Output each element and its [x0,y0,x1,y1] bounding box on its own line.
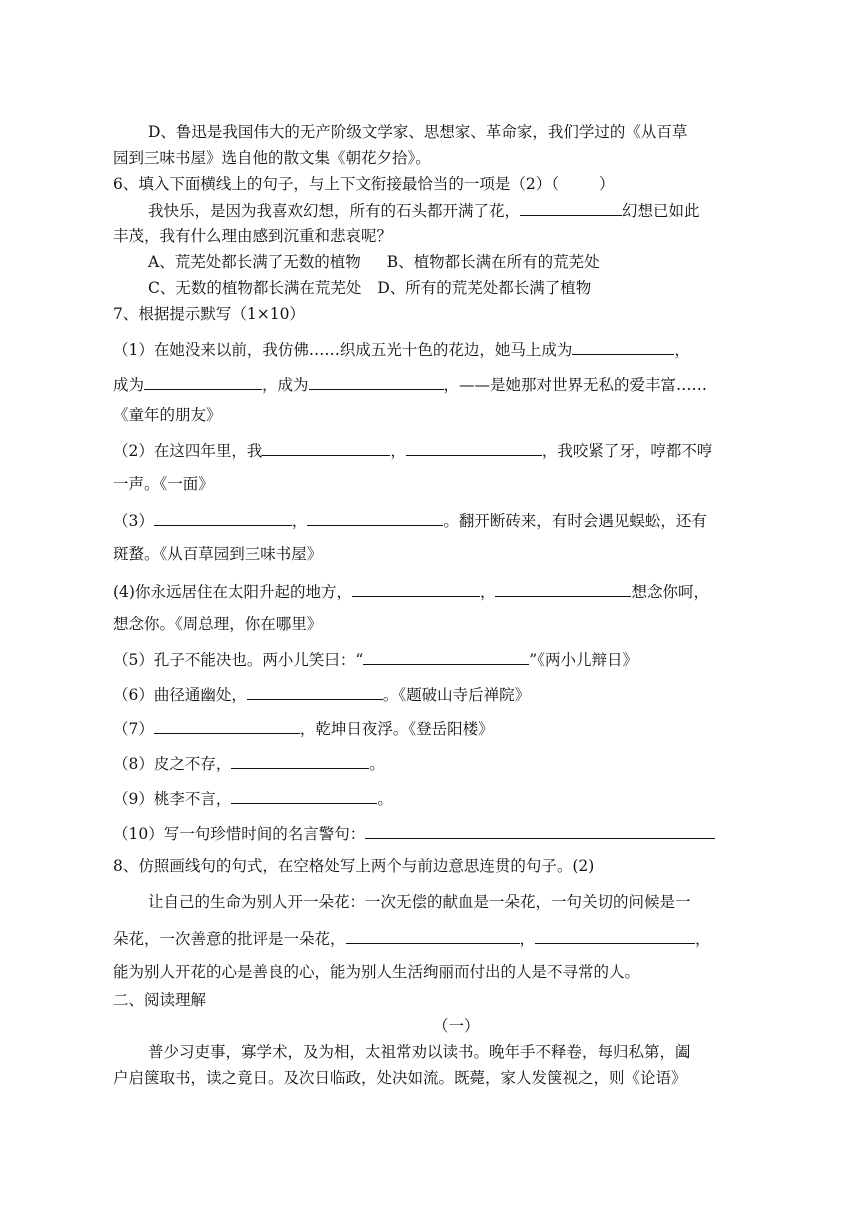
q7-item-2-line2: 一声。《一面》 [113,475,214,493]
q6-option-a: A、荒芜处都长满了无数的植物 [148,253,361,271]
section-2-title: 二、阅读理解 [113,991,207,1009]
q6-passage-line2: 丰茂，我有什么理由感到沉重和悲哀呢？ [113,227,393,245]
answer-blank[interactable] [406,439,542,456]
q7-item-1-line3: 《童年的朋友》 [113,406,222,424]
q7-item-9: （9）桃李不言， 。 [113,787,393,810]
section-2-subtitle: （一） [433,1017,480,1035]
answer-blank[interactable] [309,373,444,390]
q7-item-8: （8）皮之不存， 。 [113,752,385,775]
answer-blank[interactable] [154,717,300,734]
q7-item-1-line2: 成为 ，成为 ，——是她那对世界无私的爱丰富…… [113,373,707,396]
answer-blank[interactable] [307,509,443,526]
q7-item-4-line2: 想念你。《周总理，你在哪里》 [113,615,323,633]
q7-item-10: （10）写一句珍惜时间的名言警句： [113,822,715,845]
answer-blank[interactable] [363,648,529,665]
q6-options-row1 [148,251,600,273]
q6-options-row2 [148,277,591,299]
q6-option-d: D、所有的荒芜处都长满了植物 [377,279,592,297]
q7-item-4-line1: (4)你永远居住在太阳升起的地方， ， 想念你呵， [113,580,709,603]
q8-passage-line3: 能为别人开花的心是善良的心，能为别人生活绚丽而付出的人是不寻常的人。 [113,963,641,981]
q7-item-2-line1: （2）在这四年里，我 ， ，我咬紧了牙，哼都不哼 [113,439,712,462]
q7-item-7: （7） ，乾坤日夜浮。《登岳阳楼》 [113,717,494,740]
q6-title: 6、填入下面横线上的句子，与上下文衔接最恰当的一项是（2）（ ） [113,175,615,193]
answer-blank[interactable] [231,752,369,769]
q8-title: 8、仿照画线句的句式，在空格处写上两个与前边意思连贯的句子。(2) [113,857,595,875]
q8-passage-line2: 朵花，一次善意的批评是一朵花， ， ， [113,927,711,950]
answer-blank[interactable] [572,338,674,355]
q7-item-1-line1: （1）在她没来以前，我仿佛……织成五光十色的花边，她马上成为 ， [113,338,690,361]
answer-blank[interactable] [495,580,631,597]
reading-passage-line1: 普少习吏事，寡学术，及为相，太祖常劝以读书。晚年手不释卷，每归私第，阖 [148,1043,691,1061]
q7-item-6: （6）曲径通幽处， 。《题破山寺后禅院》 [113,683,530,706]
q5-option-d-line2: 园到三味书屋》选自他的散文集《朝花夕拾》。 [113,149,431,167]
q7-item-3-line1: （3） ， 。翻开断砖来，有时会遇见蜈蚣，还有 [113,509,707,532]
reading-passage-line2: 户启箧取书，读之竟日。及次日临政，处决如流。既薨，家人发箧视之，则《论语》 [113,1069,687,1087]
answer-blank[interactable] [154,509,292,526]
q5-option-d-line1: D、鲁迅是我国伟大的无产阶级文学家、思想家、革命家，我们学过的《从百草 [148,123,688,141]
q6-passage-line1: 我快乐，是因为我喜欢幻想，所有的石头都开满了花， 幻想已如此 [148,199,700,222]
q7-item-3-line2: 斑蝥。《从百草园到三味书屋》 [113,545,323,563]
answer-blank[interactable] [247,683,383,700]
q7-title: 7、根据提示默写（1×10） [113,305,305,323]
answer-blank[interactable] [365,822,715,839]
q6-option-c: C、无数的植物都长满在荒芜处 [148,279,362,297]
q8-passage-line1: 让自己的生命为别人开一朵花：一次无偿的献血是一朵花，一句关切的问候是一 [148,893,691,911]
answer-blank[interactable] [352,580,480,597]
answer-blank[interactable] [262,439,390,456]
q7-item-5: （5）孔子不能决也。两小儿笑曰：“ ”《两小儿辩日》 [113,648,638,671]
answer-blank[interactable] [144,373,262,390]
answer-blank[interactable] [535,927,695,944]
answer-blank[interactable] [346,927,520,944]
answer-blank[interactable] [520,199,622,216]
answer-blank[interactable] [231,787,377,804]
q6-option-b: B、植物都长满在所有的荒芜处 [386,253,600,271]
